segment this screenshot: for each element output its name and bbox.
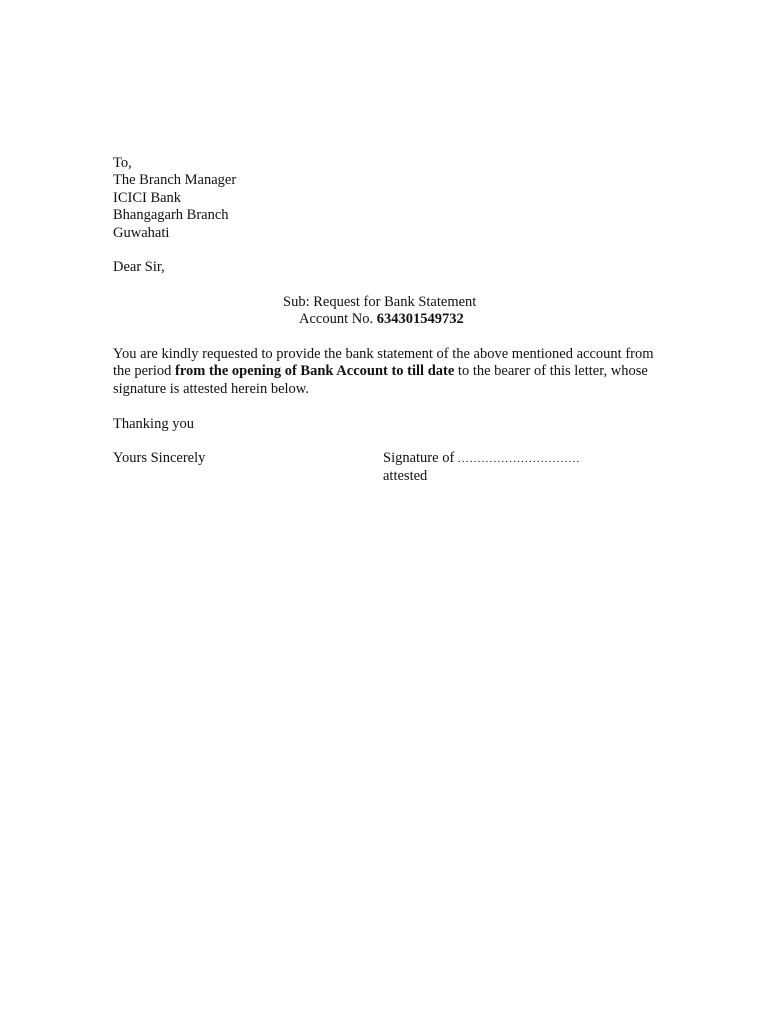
signature-block xyxy=(383,450,580,486)
account-label: Account No. xyxy=(299,311,374,328)
account-line xyxy=(299,311,464,328)
subject-block xyxy=(113,294,653,329)
body-text-bold: from the opening of Bank Account to till date xyxy=(175,363,455,380)
signature-label: Signature of xyxy=(383,450,455,466)
subject-line: Sub: Request for Bank Statement xyxy=(283,294,477,310)
body-paragraph xyxy=(113,346,658,398)
branch-name: Bhangagarh Branch xyxy=(113,207,229,224)
salutation-to: To, xyxy=(113,155,132,171)
bank-name: ICICI Bank xyxy=(113,189,182,206)
recipient-title: The Branch Manager xyxy=(113,172,237,189)
body-text-1: You are kindly requested to provide the bank statement of the above mentioned account from the period xyxy=(113,346,654,380)
attested-label: attested xyxy=(383,468,428,485)
address-block xyxy=(113,155,653,277)
closing-line: Yours Sincerely xyxy=(113,450,206,466)
greeting: Dear Sir, xyxy=(113,259,165,276)
signature-dots: ............................... xyxy=(457,453,581,465)
city-name: Guwahati xyxy=(113,224,170,241)
thanks-line: Thanking you xyxy=(113,416,194,432)
account-number: 634301549732 xyxy=(376,311,464,328)
body-text-2: to the bearer of this letter, whose signature is attested herein below. xyxy=(113,363,648,397)
